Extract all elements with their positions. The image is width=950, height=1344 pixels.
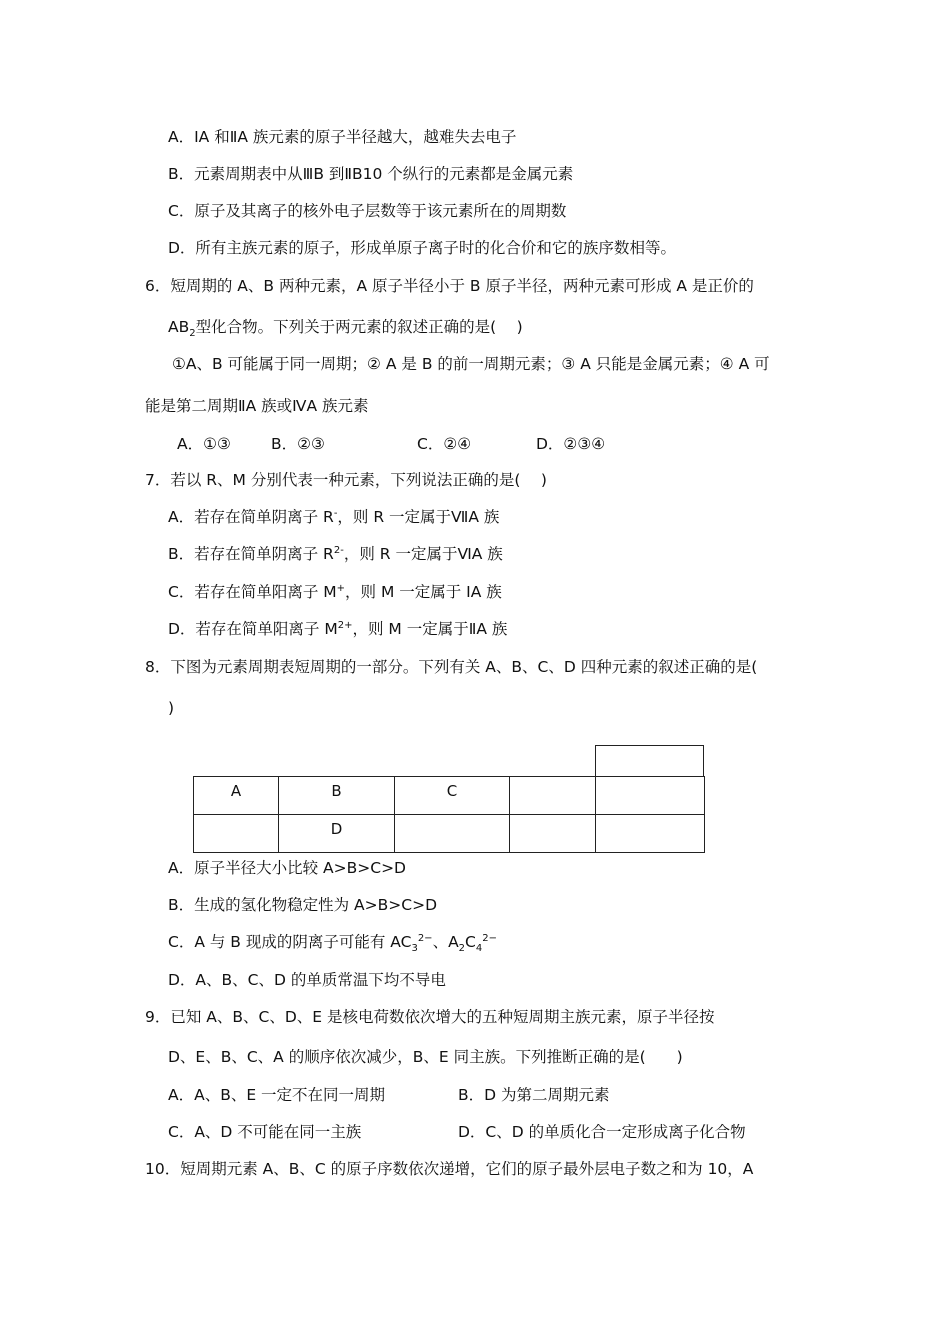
table-cell-empty [510, 815, 596, 853]
q7-option-c [168, 582, 502, 602]
q5-option-c: C．原子及其离子的核外电子层数等于该元素所在的周期数 [168, 202, 567, 220]
q8-option-c-text: C [465, 933, 476, 951]
q6-statements-line1: ①A、B 可能属于同一周期；② A 是 B 的前一周期元素；③ A 只能是金属元素；④ A 可 [172, 355, 770, 373]
q7-option-c-text: C．若存在简单阳离子 M [168, 583, 337, 601]
q7-option-b [168, 544, 503, 564]
table-cell-empty [395, 815, 510, 853]
q6-formula-ab: AB [168, 318, 190, 336]
q9-option-d: D．C、D 的单质化合一定形成离子化合物 [458, 1123, 746, 1141]
q9-option-a: A．A、B、E 一定不在同一周期 [168, 1086, 386, 1104]
q7-option-b-charge: 2- [333, 544, 344, 556]
q10-stem-line1: 10．短周期元素 A、B、C 的原子序数依次递增，它们的原子最外层电子数之和为 10，A [145, 1160, 754, 1178]
q8-stem-line2: ) [168, 699, 175, 717]
q8-option-c-sub: 3 [411, 943, 418, 955]
q6-stem-line1: 6．短周期的 A、B 两种元素，A 原子半径小于 B 原子半径，两种元素可形成 A 是正价的 [145, 277, 754, 295]
q7-option-d-tail: ，则 M 一定属于ⅡA 族 [352, 620, 508, 638]
q8-option-c-charge: 2− [417, 932, 433, 944]
table-cell-empty [596, 777, 705, 815]
q6-stem-tail: 型化合物。下列关于两元素的叙述正确的是( ) [195, 318, 523, 336]
q9-option-b: B．D 为第二周期元素 [458, 1086, 610, 1104]
q6-option-b: B．②③ [271, 435, 325, 453]
q8-option-b: B．生成的氢化物稳定性为 A>B>C>D [168, 896, 438, 914]
periodic-table-row [194, 815, 705, 853]
q5-option-a: A．ⅠA 和ⅡA 族元素的原子半径越大，越难失去电子 [168, 128, 517, 146]
q8-option-c-sub: 4 [475, 943, 483, 955]
q9-stem-line1: 9．已知 A、B、C、D、E 是核电荷数依次增大的五种短周期主族元素，原子半径按 [145, 1008, 715, 1026]
q7-option-d [168, 619, 507, 639]
q6-statements-line2: 能是第二周期ⅡA 族或ⅣA 族元素 [145, 397, 369, 415]
q9-stem-line2: D、E、B、C、A 的顺序依次减少，B、E 同主族。下列推断正确的是( ) [168, 1048, 683, 1066]
q7-option-d-text: D．若存在简单阳离子 M [168, 620, 338, 638]
q7-option-a [168, 507, 499, 527]
q8-option-c-sub: 2 [458, 943, 466, 955]
q6-stem-line2 [168, 317, 523, 340]
q7-option-d-charge: 2+ [337, 619, 353, 631]
table-cell-empty [194, 815, 279, 853]
q7-option-a-text: A．若存在简单阴离子 R [168, 508, 334, 526]
q8-stem-line1: 8．下图为元素周期表短周期的一部分。下列有关 A、B、C、D 四种元素的叙述正确的是( [145, 658, 758, 676]
q7-option-b-tail: ，则 R 一定属于ⅥA 族 [343, 545, 503, 563]
q8-option-d: D．A、B、C、D 的单质常温下均不导电 [168, 971, 446, 989]
table-cell-d: D [279, 815, 395, 853]
q8-option-c-text: C．A 与 B 现成的阴离子可能有 AC [168, 933, 412, 951]
periodic-table-row [194, 777, 705, 815]
table-cell-empty [596, 815, 705, 853]
q5-option-d: D．所有主族元素的原子，形成单原子离子时的化合价和它的族序数相等。 [168, 239, 676, 257]
q6-option-c: C．②④ [417, 435, 472, 453]
table-cell-c: C [395, 777, 510, 815]
q6-formula-sub: 2 [189, 328, 196, 340]
q7-option-c-tail: ，则 M 一定属于 IA 族 [345, 583, 502, 601]
table-cell-b: B [279, 777, 395, 815]
table-cell-a: A [194, 777, 279, 815]
q9-option-c: C．A、D 不可能在同一主族 [168, 1123, 362, 1141]
q7-option-c-charge: + [336, 582, 346, 594]
q7-option-b-text: B．若存在简单阴离子 R [168, 545, 334, 563]
q6-option-a: A．①③ [177, 435, 231, 453]
table-cell-empty [510, 777, 596, 815]
q8-option-c-text: 、A [432, 933, 459, 951]
q8-option-c [168, 932, 497, 955]
periodic-table-top-cell [595, 745, 704, 776]
q8-option-a: A．原子半径大小比较 A>B>C>D [168, 859, 406, 877]
q5-option-b: B．元素周期表中从ⅢB 到ⅡB10 个纵行的元素都是金属元素 [168, 165, 574, 183]
periodic-table-fragment [193, 776, 705, 853]
q7-stem: 7．若以 R、M 分别代表一种元素，下列说法正确的是( ) [145, 471, 547, 489]
q8-option-c-charge: 2− [482, 932, 497, 944]
q7-option-a-tail: ，则 R 一定属于ⅦA 族 [337, 508, 500, 526]
q6-option-d: D．②③④ [536, 435, 606, 453]
q7-option-a-charge: - [333, 507, 338, 519]
